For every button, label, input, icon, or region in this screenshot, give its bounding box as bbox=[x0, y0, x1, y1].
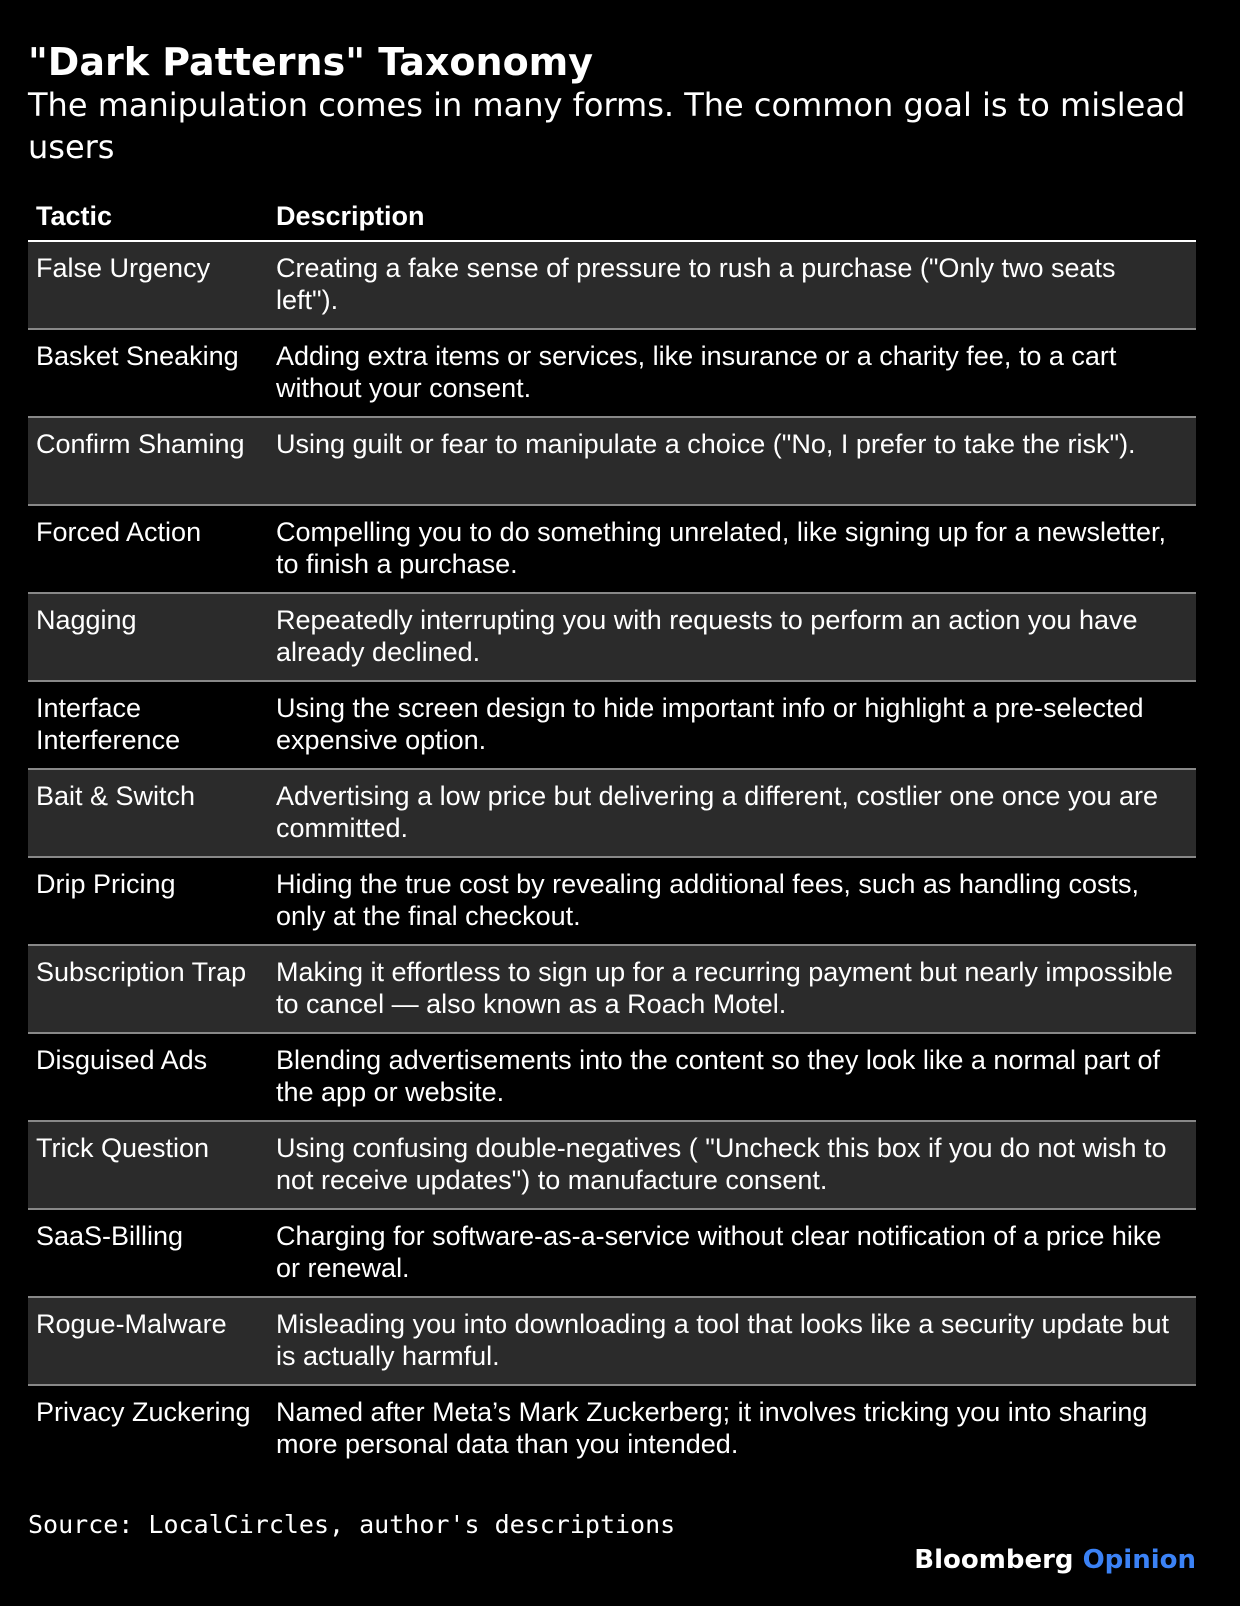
description-cell: Creating a fake sense of pressure to rush a purchase ("Only two seats left"). bbox=[276, 253, 1116, 315]
description-cell: Hiding the true cost by revealing additional fees, such as handling costs, only at the final checkout. bbox=[276, 869, 1140, 931]
tactic-cell: Bait & Switch bbox=[36, 781, 196, 811]
page-subtitle: The manipulation comes in many forms. The common goal is to mislead users bbox=[28, 86, 1186, 166]
tactic-cell: Confirm Shaming bbox=[36, 429, 245, 459]
header-description: Description bbox=[276, 200, 425, 231]
tactic-cell: Disguised Ads bbox=[36, 1045, 208, 1075]
description-cell: Repeatedly interrupting you with requests to perform an action you have already declined. bbox=[276, 605, 1138, 667]
table-row bbox=[28, 1386, 1196, 1474]
description-cell: Advertising a low price but delivering a different, costlier one once you are committed. bbox=[276, 781, 1158, 843]
tactic-cell: Drip Pricing bbox=[36, 869, 176, 899]
table-row bbox=[28, 858, 1196, 946]
tactic-cell: SaaS-Billing bbox=[36, 1221, 184, 1251]
description-cell: Compelling you to do something unrelated, like signing up for a newsletter, to finish a purchase. bbox=[276, 517, 1167, 579]
table-body bbox=[28, 242, 1196, 1474]
description-cell: Using the screen design to hide important info or highlight a pre-selected expensive option. bbox=[276, 693, 1144, 755]
tactic-cell: Privacy Zuckering bbox=[36, 1397, 251, 1427]
table-header bbox=[28, 192, 1196, 242]
brand-section: Opinion bbox=[1082, 1545, 1196, 1575]
description-cell: Using guilt or fear to manipulate a choice ("No, I prefer to take the risk"). bbox=[276, 429, 1136, 459]
table-row bbox=[28, 330, 1196, 418]
description-cell: Charging for software-as-a-service without clear notification of a price hike or renewal. bbox=[276, 1221, 1162, 1283]
source-note: Source: LocalCircles, author's descriptions bbox=[28, 1510, 676, 1539]
description-cell: Using confusing double-negatives ( "Uncheck this box if you do not wish to not receive updates") to manufacture consent. bbox=[276, 1133, 1167, 1195]
tactic-cell: Nagging bbox=[36, 605, 137, 635]
tactic-cell: False Urgency bbox=[36, 253, 211, 283]
tactic-cell: Trick Question bbox=[36, 1133, 210, 1163]
description-cell: Blending advertisements into the content so they look like a normal part of the app or website. bbox=[276, 1045, 1160, 1107]
table-row bbox=[28, 418, 1196, 506]
tactic-cell: Rogue-Malware bbox=[36, 1309, 227, 1339]
table-row bbox=[28, 594, 1196, 682]
table-row bbox=[28, 506, 1196, 594]
table-row bbox=[28, 1298, 1196, 1386]
table-row bbox=[28, 242, 1196, 330]
header-tactic: Tactic bbox=[36, 200, 113, 231]
tactic-cell: Interface Interference bbox=[36, 693, 181, 755]
table-row bbox=[28, 1034, 1196, 1122]
page-title: "Dark Patterns" Taxonomy bbox=[28, 40, 594, 84]
brand-name: Bloomberg bbox=[914, 1545, 1074, 1575]
description-cell: Adding extra items or services, like insurance or a charity fee, to a cart without your consent. bbox=[276, 341, 1117, 403]
description-cell: Making it effortless to sign up for a recurring payment but nearly impossible to cancel — also known as a Roach Motel. bbox=[276, 957, 1173, 1019]
description-cell: Misleading you into downloading a tool that looks like a security update but is actually harmful. bbox=[276, 1309, 1170, 1371]
tactic-cell: Basket Sneaking bbox=[36, 341, 239, 371]
taxonomy-table bbox=[28, 192, 1196, 1474]
description-cell: Named after Meta’s Mark Zuckerberg; it involves tricking you into sharing more personal data than you intended. bbox=[276, 1397, 1148, 1459]
table-row bbox=[28, 682, 1196, 770]
table-row bbox=[28, 1210, 1196, 1298]
table-row bbox=[28, 1122, 1196, 1210]
table-row bbox=[28, 770, 1196, 858]
table-row bbox=[28, 946, 1196, 1034]
brand-logo bbox=[914, 1545, 1196, 1575]
tactic-cell: Forced Action bbox=[36, 517, 202, 547]
tactic-cell: Subscription Trap bbox=[36, 957, 247, 987]
